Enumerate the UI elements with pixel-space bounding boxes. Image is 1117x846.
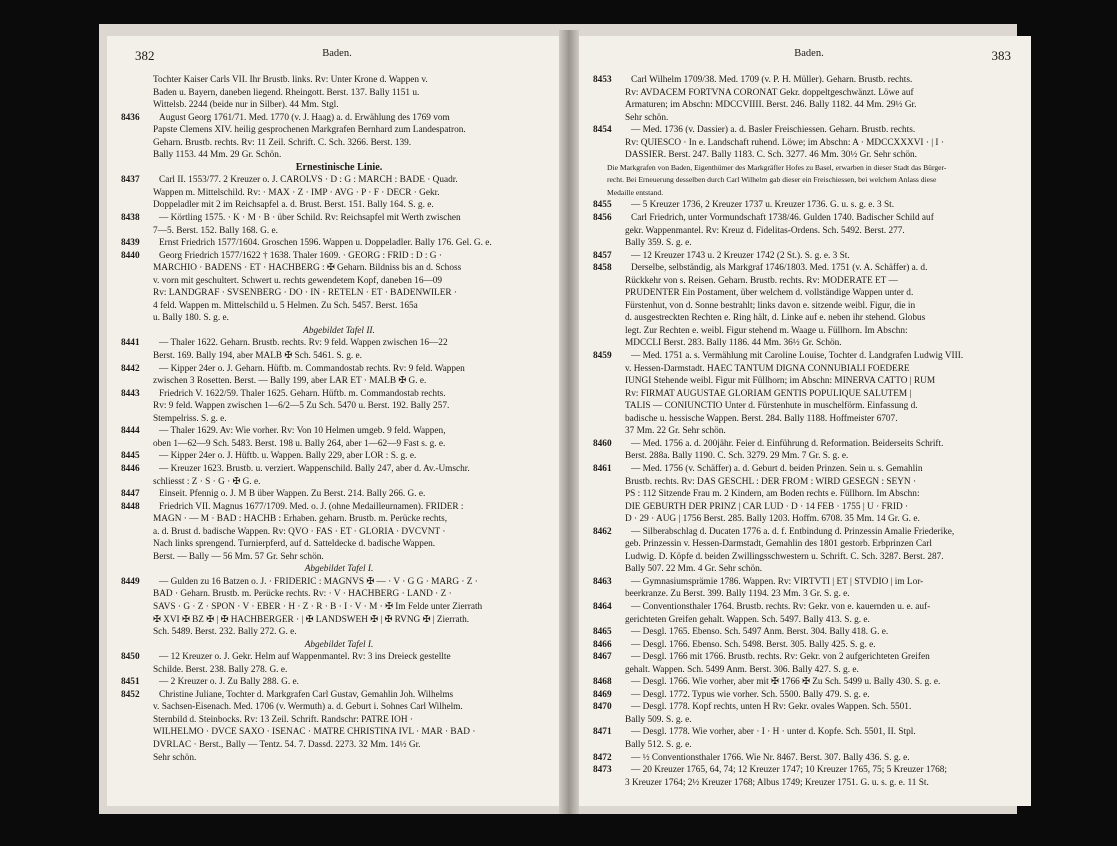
entry-text: — Med. 1736 (v. Dassier) a. d. Basler Freischiessen. Geharn. Brustb. rechts. — [631, 125, 916, 136]
text-line: Bally 359. S. g. e. — [625, 238, 692, 249]
lot-number: 8443 — [121, 388, 140, 399]
entry-text: August Georg 1761/71. Med. 1770 (v. J. Haag) a. d. Erwählung des 1769 vom — [159, 112, 450, 123]
text-line: Berst. — Bally — 56 Mm. 57 Gr. Sehr schön. — [153, 551, 324, 562]
text-line: Berst. 169. Bally 194, aber MALB ✠ Sch. 5461. S. g. e. — [153, 351, 362, 362]
catalogue-entry-line — [121, 363, 543, 376]
entry-text: — Desgl. 1766 mit 1766. Brustb. rechts. Rv: Gekr. von 2 aufgerichteten Greifen — [631, 652, 930, 663]
text-line: gehalt. Wappen. Sch. 5499 Anm. Berst. 306. Bally 427. S. g. e. — [625, 664, 859, 675]
catalogue-entry-line — [593, 626, 1015, 639]
catalogue-entry-line — [121, 237, 543, 250]
lot-number: 8446 — [121, 463, 140, 474]
entry-text: — Desgl. 1766. Wie vorher, aber mit ✠ 1766 ✠ Zu Sch. 5499 u. Bally 430. S. g. e. — [631, 677, 941, 688]
book-gutter — [559, 30, 579, 814]
catalogue-entry-line — [121, 112, 543, 125]
text-line: Bally 507. 22 Mm. 4 Gr. Sehr schön. — [625, 564, 763, 575]
lot-number: 8438 — [121, 213, 140, 224]
lot-number: 8453 — [593, 75, 612, 85]
text-line: Armaturen; im Abschn: MDCCVIIII. Berst. 246. Bally 1182. 44 Mm. 29½ Gr. — [625, 100, 917, 111]
catalogue-entry-line — [121, 174, 543, 187]
text-line: PRUDENTER Ein Postament, über welchem d. vollständige Wappen unter d. — [625, 288, 914, 299]
lot-number: 8439 — [121, 238, 140, 249]
lot-number: 8440 — [121, 250, 140, 261]
text-line: Rückkehr von s. Reisen. Geharn. Brustb. rechts. Rv: MODERATE ET — — [625, 275, 898, 286]
text-line: beerkranze. Zu Berst. 399. Bally 1194. 23 Mm. 3 Gr. S. g. e. — [625, 589, 850, 600]
catalogue-entry-line — [121, 689, 543, 702]
text-line: Geharn. Brustb. rechts. Rv: 11 Zeil. Schrift. C. Sch. 3266. Berst. 139. — [153, 137, 412, 148]
text-line: oben 1—62—9 Sch. 5483. Berst. 198 u. Bally 264, aber 1—62—9 Fast s. g. e. — [153, 438, 446, 449]
text-line: 4 feld. Wappen m. Mittelschild u. 5 Helmen. Zu Sch. 5457. Berst. 165a — [153, 300, 418, 311]
entry-text: — Kipper 24er o. J. Geharn. Hüftb. m. Commandostab rechts. Rv: 9 feld. Wappen — [159, 363, 465, 374]
right-page — [579, 36, 1031, 806]
left-page-header — [135, 48, 539, 64]
left-page — [107, 36, 559, 806]
text-line: Berst. 288a. Bally 1190. C. Sch. 3279. 29 Mm. 7 Gr. S. g. e. — [625, 451, 849, 462]
entry-text: — 5 Kreuzer 1736, 2 Kreuzer 1737 u. Kreuzer 1736. G. u. s. g. e. 3 St. — [631, 200, 895, 211]
plate-reference: Abgebildet Tafel I. — [304, 564, 374, 575]
text-line: v. vorn mit geschultert. Schwert u. rechts gewendetem Kopf, daneben 16—09 — [153, 275, 443, 286]
lot-number: 8451 — [121, 677, 140, 688]
entry-text: — Conventionsthaler 1764. Brustb. rechts. Rv: Gekr. von e. kauernden u. e. auf- — [631, 601, 931, 612]
text-line: Bally 512. S. g. e. — [625, 739, 692, 750]
text-line: Sch. 5489. Berst. 232. Bally 272. G. e. — [153, 627, 297, 638]
entry-text: — 2 Kreuzer o. J. Zu Bally 288. G. e. — [159, 677, 299, 688]
catalogue-entry-line — [121, 425, 543, 438]
entry-text: Friedrich V. 1622/59. Thaler 1625. Geharn. Hüftb. m. Commandostab rechts. — [159, 388, 446, 399]
text-line: Ludwig. D. Köpfe d. beiden Zwillingsschwestern u. Schrift. C. Sch. 3287. Berst. 287. — [625, 551, 944, 562]
lot-number: 8461 — [593, 463, 612, 474]
text-line: DIE GEBURTH DER PRINZ | CAR LUD · D · 14 FEB · 1755 | U · FRID · — [625, 501, 909, 512]
text-line: Fürstenhut, von d. Sonne bestrahlt; links davon e. sitzende weibl. Figur, die in — [625, 300, 916, 311]
lot-number: 8463 — [593, 576, 612, 587]
text-line: Stempelriss. S. g. e. — [153, 413, 227, 424]
catalogue-entry-line — [121, 450, 543, 463]
text-line: Medaille entstand. — [607, 187, 664, 197]
lot-number: 8464 — [593, 601, 612, 612]
text-line: 37 Mm. 22 Gr. Sehr schön. — [625, 426, 726, 437]
text-line: MAGN · — M · BAD : HACHB : Erhaben. geharn. Brustb. m. Perücke rechts, — [153, 514, 448, 525]
text-line: v. Sachsen-Eisenach. Med. 1706 (v. Wermuth) a. d. Geburt i. Sohnes Carl Wilhelm. — [153, 702, 463, 713]
entry-text: Einseit. Pfennig o. J. M B über Wappen. Zu Berst. 214. Bally 266. G. e. — [159, 489, 426, 500]
lot-number: 8454 — [593, 125, 612, 136]
catalogue-entry-line — [121, 212, 543, 225]
running-head: Baden. — [794, 48, 824, 59]
lot-number: 8469 — [593, 689, 612, 700]
text-line: Rv: LANDGRAF · SVSENBERG · DO · IN · RETELN · ET · BADENWILER · — [153, 288, 458, 299]
catalogue-entry-line — [593, 350, 1015, 363]
text-line: DASSIER. Berst. 247. Bally 1183. C. Sch. 3277. 46 Mm. 30½ Gr. Sehr schön. — [625, 150, 917, 161]
catalogue-entry-line — [121, 651, 543, 664]
catalogue-entry-line — [593, 262, 1015, 275]
entry-text: Georg Friedrich 1577/1622 † 1638. Thaler 1609. · GEORG : FRID : D : G · — [159, 250, 442, 261]
text-line: d. ausgestreckten Rechten e. Ring hält, d. Linke auf e. neben ihr stehend. Globus — [625, 313, 926, 324]
entry-text: — Kipper 24er o. J. Hüftb. u. Wappen. Bally 229, aber LOR : S. g. e. — [159, 451, 417, 462]
entry-text: — Desgl. 1766. Ebenso. Sch. 5498. Berst. 305. Bally 425. S. g. e. — [631, 639, 876, 650]
text-line: Tochter Kaiser Carls VII. Ihr Brustb. links. Rv: Unter Krone d. Wappen v. — [153, 75, 428, 85]
text-line: BAD · Geharn. Brustb. m. Perücke rechts. Rv: · V · HACHBERG · LAND · Z · — [153, 589, 452, 600]
text-line: SAVS · G · Z · SPON · V · EBER · H · Z · R · B · I · V · M · ✠ Im Felde unter Zierrath — [153, 601, 483, 612]
catalogue-entry-line — [593, 576, 1015, 589]
catalogue-entry-line — [593, 212, 1015, 225]
lot-number: 8470 — [593, 702, 612, 713]
entry-text: — Med. 1751 a. s. Vermählung mit Caroline Louise, Tochter d. Landgrafen Ludwig VIII. — [631, 351, 964, 362]
lot-number: 8455 — [593, 200, 612, 211]
catalogue-entry-line — [121, 337, 543, 350]
entry-text: Friedrich VII. Magnus 1677/1709. Med. o. J. (ohne Medailleurnamen). FRIDER : — [159, 501, 464, 512]
lot-number: 8462 — [593, 526, 612, 537]
page-number: 383 — [991, 48, 1011, 63]
catalogue-entry-line — [593, 701, 1015, 714]
text-line: DVRLAC · Berst., Bally — Tentz. 54. 7. Dassd. 2273. 32 Mm. 14½ Gr. — [153, 739, 421, 750]
lot-number: 8436 — [121, 112, 140, 123]
text-line: Rv: FIRMAT AUGUSTAE GLORIAM GENTIS POPULIQUE SALUTEM | — [625, 388, 912, 399]
text-line: recht. Bei Erneuerung desselben durch Carl Wilhelm gab dieser ein Freischiessen, bei welchem Anlass diese — [607, 175, 937, 185]
text-line: schliesst : Z · S · G · ✠ G. e. — [153, 476, 261, 487]
entry-text: — 12 Kreuzer o. J. Gekr. Helm auf Wappenmantel. Rv: 3 ins Dreieck gestellte — [159, 652, 451, 663]
lot-number: 8445 — [121, 451, 140, 462]
right-column — [593, 74, 1015, 789]
lot-number: 8449 — [121, 576, 140, 587]
entry-text: — Desgl. 1778. Kopf rechts, unten H Rv: Gekr. ovales Wappen. Sch. 5501. — [631, 702, 912, 713]
lot-number: 8452 — [121, 689, 140, 700]
right-page-header — [607, 48, 1011, 64]
entry-text: — Med. 1756 (v. Schäffer) a. d. Geburt d. beiden Prinzen. Sein u. s. Gemahlin — [631, 463, 923, 474]
entry-text: — Kreuzer 1623. Brustb. u. verziert. Wappenschild. Bally 247, aber d. Av.-Umschr. — [159, 463, 470, 474]
text-line: Rv: AVDACEM FORTVNA CORONAT Gekr. doppeltgeschwänzt. Löwe auf — [625, 87, 914, 98]
text-line: Brustb. rechts. Rv: DAS GESCHL : DER FROM : WIRD GESEGN : SEYN · — [625, 476, 917, 487]
lot-number: 8468 — [593, 677, 612, 688]
entry-text: — Desgl. 1772. Typus wie vorher. Sch. 5500. Bally 479. S. g. e. — [631, 689, 870, 700]
catalogue-entry-line — [121, 463, 543, 476]
entry-text: Carl II. 1553/77. 2 Kreuzer o. J. CAROLVS · D : G : MARCH : BADE · Quadr. — [159, 175, 458, 186]
catalogue-entry-line — [593, 601, 1015, 614]
catalogue-entry-line — [593, 689, 1015, 702]
catalogue-entry-line — [593, 124, 1015, 137]
text-line: badische u. hessische Wappen. Berst. 284. Bally 1188. Hoffmeister 6707. — [625, 413, 898, 424]
lot-number: 8458 — [593, 263, 612, 274]
catalogue-entry-line — [121, 501, 543, 514]
catalogue-entry-line — [593, 74, 1015, 87]
catalogue-entry-line — [593, 199, 1015, 212]
lot-number: 8467 — [593, 652, 612, 663]
entry-text: Ernst Friedrich 1577/1604. Groschen 1596. Wappen u. Doppeladler. Bally 176. Gel. G. e. — [159, 238, 492, 249]
catalogue-entry-line — [121, 488, 543, 501]
lot-number: 8437 — [121, 175, 140, 186]
entry-text: — Thaler 1629. Av: Wie vorher. Rv: Von 10 Helmen umgeb. 9 feld. Wappen, — [159, 426, 446, 437]
entry-text: Carl Friedrich, unter Vormundschaft 1738/46. Gulden 1740. Badischer Schild auf — [631, 213, 934, 224]
text-line: u. Bally 180. S. g. e. — [153, 313, 229, 324]
text-line: Schilde. Berst. 238. Bally 278. G. e. — [153, 664, 288, 675]
lot-number: 8448 — [121, 501, 140, 512]
catalogue-entry-line — [121, 576, 543, 589]
lot-number: 8471 — [593, 727, 612, 738]
lot-number: 8473 — [593, 765, 612, 776]
text-line: Baden u. Bayern, daneben liegend. Rheingott. Berst. 137. Bally 1151 u. — [153, 87, 420, 98]
entry-text: — Gymnasiumsprämie 1786. Wappen. Rv: VIRTVTI | ET | STVDIO | im Lor- — [631, 576, 924, 587]
text-line: Die Markgrafen von Baden, Eigenthümer des Markgräfler Hofes zu Basel, erwarben in dieser Stadt das Bürger- — [607, 162, 947, 172]
entry-text: — ½ Conventionsthaler 1766. Wie Nr. 8467. Berst. 307. Bally 436. S. g. e. — [631, 752, 910, 763]
text-line: MARCHIO · BADENS · ET · HACHBERG : ✠ Geharn. Bildniss bis an d. Schoss — [153, 263, 462, 274]
catalogue-entry-line — [593, 250, 1015, 263]
text-line: v. Hessen-Darmstadt. HAEC TANTUM DIGNA CONNUBIALI FOEDERE — [625, 363, 910, 374]
lot-number: 8444 — [121, 426, 140, 437]
text-line: Wittelsb. 2244 (beide nur in Silber). 44 Mm. Stgl. — [153, 100, 339, 111]
entry-text: — Desgl. 1765. Ebenso. Sch. 5497 Anm. Berst. 304. Bally 418. G. e. — [631, 627, 889, 638]
catalogue-entry-line — [593, 752, 1015, 765]
text-line: Rv: QUIESCO · In e. Landschaft ruhend. Löwe; im Abschn: A · MDCCXXXVI · | I · — [625, 137, 944, 148]
catalogue-entry-line — [593, 438, 1015, 451]
entry-text: Derselbe, selbständig, als Markgraf 1746/1803. Med. 1751 (v. A. Schäffer) a. d. — [631, 263, 928, 274]
lot-number: 8457 — [593, 250, 612, 261]
lot-number: 8466 — [593, 639, 612, 650]
text-line: Bally 1153. 44 Mm. 29 Gr. Schön. — [153, 150, 282, 161]
lot-number: 8460 — [593, 438, 612, 449]
text-line: legt. Zur Rechten e. weibl. Figur stehend m. Waage u. Füllhorn. Im Abschn: — [625, 325, 908, 336]
lot-number: 8456 — [593, 213, 612, 224]
text-line: geb. Prinzessin v. Hessen-Darmstadt, Gemahlin des 1801 gestorb. Erbprinzen Carl — [625, 539, 932, 550]
text-line: WILHELMO · DVCE SAXO · ISENAC · MATRE CHRISTINA IVL · MAR · BAD · — [153, 727, 476, 738]
entry-text: — 12 Kreuzer 1743 u. 2 Kreuzer 1742 (2 St.). S. g. e. 3 St. — [631, 250, 850, 261]
lot-number: 8447 — [121, 489, 140, 500]
text-line: PS : 112 Sitzende Frau m. 2 Kindern, am Boden rechts e. Füllhorn. Im Abschn: — [625, 489, 920, 500]
page-number: 382 — [135, 48, 155, 63]
catalogue-entry-line — [593, 463, 1015, 476]
text-line: Bally 509. S. g. e. — [625, 714, 692, 725]
lot-number: 8465 — [593, 627, 612, 638]
text-line: D · 29 · AUG | 1756 Berst. 285. Bally 1203. Hoffm. 6708. 35 Mm. 14 Gr. G. e. — [625, 514, 920, 525]
text-line: gekr. Wappenmantel. Rv: Kreuz d. Fidelitas-Ordens. Sch. 5492. Berst. 277. — [625, 225, 905, 236]
text-line: zwischen 3 Rosetten. Berst. — Bally 199, aber LAR ET · MALB ✠ G. e. — [153, 376, 427, 387]
catalogue-entry-line — [593, 676, 1015, 689]
text-line: Wappen m. Mittelschild. Rv: · MAX · Z · IMP · AVG · P · F · DECR · Gekr. — [153, 187, 440, 198]
text-line: Papste Clemens XIV. heilig gesprochenen Markgrafen Bernhard zum Landespatron. — [153, 125, 466, 136]
lot-number: 8441 — [121, 338, 140, 349]
catalogue-entry-line — [593, 764, 1015, 777]
plate-reference: Abgebildet Tafel II. — [303, 325, 375, 336]
entry-text: — Silberabschlag d. Ducaten 1776 a. d. f. Entbindung d. Prinzessin Amalie Friederike, — [631, 526, 955, 537]
text-line: Nach links sprengend. Turnierpferd, auf d. Satteldecke d. badische Wappen. — [153, 539, 436, 550]
entry-text: Carl Wilhelm 1709/38. Med. 1709 (v. P. H. Müller). Geharn. Brustb. rechts. — [631, 75, 913, 85]
lot-number: 8472 — [593, 752, 612, 763]
text-line: Doppeladler mit 2 im Reichsapfel a. d. Brust. Berst. 151. Bally 164. S. g. e. — [153, 200, 434, 211]
text-line: MDCCLI Berst. 283. Bally 1186. 44 Mm. 36½ Gr. Schön. — [625, 338, 842, 349]
catalogue-entry-line — [593, 639, 1015, 652]
entry-text: — Körtling 1575. · K · M · B · über Schild. Rv: Reichsapfel mit Werth zwischen — [159, 213, 461, 224]
text-line: Rv: 9 feld. Wappen zwischen 1—6/2—5 Zu Sch. 5470 u. Berst. 192. Bally 257. — [153, 401, 450, 412]
lot-number: 8442 — [121, 363, 140, 374]
catalogue-entry-line — [593, 526, 1015, 539]
text-line: 7—5. Berst. 152. Bally 168. G. e. — [153, 225, 278, 236]
catalogue-entry-line — [121, 250, 543, 263]
text-line: Sehr schön. — [153, 752, 197, 763]
entry-text: — Gulden zu 16 Batzen o. J. · FRIDERIC : MAGNVS ✠ — · V · G G · MARG · Z · — [159, 576, 478, 587]
entry-text: — Med. 1756 a. d. 200jähr. Feier d. Einführung d. Reformation. Beiderseits Schrift. — [631, 438, 944, 449]
lot-number: 8459 — [593, 351, 612, 362]
text-line: IUNGI Stehende weibl. Figur mit Füllhorn; im Abschn: MINERVA CATTO | RUM — [625, 376, 936, 387]
text-line: TALIS — CONIUNCTIO Unter d. Fürstenhute in muschelförm. Einfassung d. — [625, 401, 918, 412]
catalogue-entry-line — [593, 651, 1015, 664]
plate-reference: Abgebildet Tafel I. — [304, 639, 374, 650]
text-line: 3 Kreuzer 1764; 2½ Kreuzer 1768; Albus 1749; Kreuzer 1751. G. u. s. g. e. 11 St. — [625, 777, 929, 788]
entry-text: — 20 Kreuzer 1765, 64, 74; 12 Kreuzer 1747; 10 Kreuzer 1765, 75; 5 Kreuzer 1768; — [631, 765, 948, 776]
catalogue-entry-line — [121, 676, 543, 689]
entry-text: — Thaler 1622. Geharn. Brustb. rechts. Rv: 9 feld. Wappen zwischen 16—22 — [159, 338, 448, 349]
entry-text: — Desgl. 1778. Wie vorher, aber · I · H · unter d. Kopfe. Sch. 5501, II. Stpl. — [631, 727, 916, 738]
lot-number: 8450 — [121, 652, 140, 663]
catalogue-entry-line — [121, 388, 543, 401]
catalogue-entry-line — [593, 726, 1015, 739]
text-line: gerichteten Greifen gehalt. Wappen. Sch. 5497. Bally 413. S. g. e. — [625, 614, 870, 625]
text-line: ✠ XVI ✠ BZ ✠ | ✠ HACHBERGER · | ✠ LANDSWEH ✠ | ✠ RVNG ✠ | Zierrath. — [153, 614, 470, 625]
text-line: Sehr schön. — [625, 112, 669, 123]
left-column — [121, 74, 543, 764]
text-line: a. d. Brust d. badische Wappen. Rv: QVO · FAS · ET · GLORIA · DVCVNT · — [153, 526, 446, 537]
section-heading: Ernestinische Linie. — [295, 161, 383, 173]
entry-text: Christine Juliane, Tochter d. Markgrafen Carl Gustav, Gemahlin Joh. Wilhelms — [159, 689, 454, 700]
text-line: Sternbild d. Steinbocks. Rv: 13 Zeil. Schrift. Randschr: PATRE IOH · — [153, 714, 413, 725]
running-head: Baden. — [322, 48, 352, 59]
